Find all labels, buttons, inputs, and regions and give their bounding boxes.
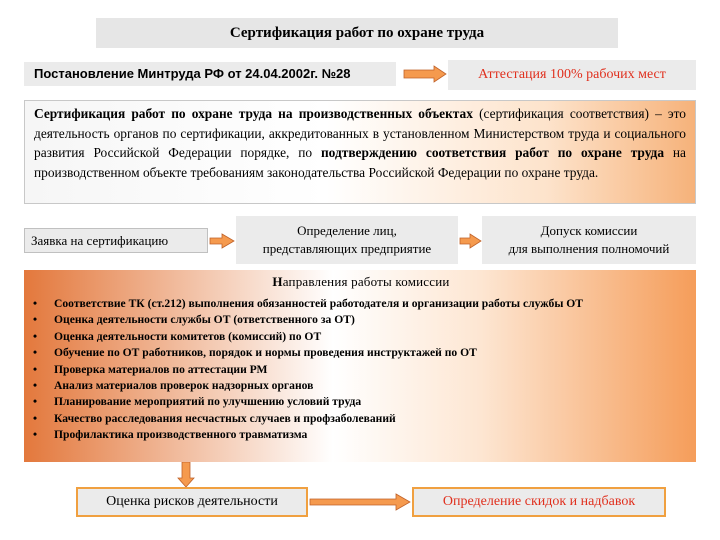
definition-block (24, 100, 696, 204)
persons-step-line2: представляющих предприятие (262, 241, 432, 256)
list-item: • Качество расследования несчастных случаев и профзаболеваний (32, 411, 690, 427)
arrow-directions-to-risk (178, 462, 194, 487)
arrow-risk-to-discounts (310, 494, 410, 510)
persons-step-line1: Определение лиц, (297, 223, 397, 238)
directions-block (24, 270, 696, 462)
admission-step-line1: Допуск комиссии (540, 223, 638, 238)
list-item: • Планирование мероприятий по улучшению условий труда (32, 394, 690, 410)
persons-step (236, 216, 458, 264)
definition-term: Сертификация работ по охране труда на производственных объектах (34, 106, 473, 121)
list-item: • Оценка деятельности комитетов (комиссий) по ОТ (32, 329, 690, 345)
directions-title-rest: аправления работы комиссии (282, 274, 450, 289)
list-item: • Соответствие ТК (ст.212) выполнения обязанностей работодателя и организации работы службы ОТ (32, 296, 690, 312)
arrow-application-to-persons (210, 234, 234, 248)
definition-text-1: (сертификация соответствия) – это деятельность органов по сертификации, аккредитованных в установленном Министерством труда и социального развития Российской Федерации порядке, по (34, 106, 686, 160)
list-item: • Оценка деятельности службы ОТ (ответственного за ОТ) (32, 312, 690, 328)
risk-assessment-box: Оценка рисков деятельности (76, 487, 308, 517)
directions-list (32, 296, 690, 444)
definition-text-2: на производственном объекте требованиям законодательства Российской Федерации по охране труда. (34, 145, 686, 180)
attestation-label: Аттестация 100% рабочих мест (448, 60, 696, 90)
decree-label: Постановление Минтруда РФ от 24.04.2002г. №28 (24, 62, 396, 86)
arrow-persons-to-admission (460, 234, 481, 248)
application-step: Заявка на сертификацию (24, 228, 208, 253)
admission-step-line2: для выполнения полномочий (508, 241, 670, 256)
list-item: • Обучение по ОТ работников, порядок и нормы проведения инструктажей по ОТ (32, 345, 690, 361)
directions-title (32, 274, 690, 290)
list-item: • Проверка материалов по аттестации РМ (32, 362, 690, 378)
definition-bold-2: подтверждению соответствия работ по охране труда (320, 145, 665, 160)
admission-step (482, 216, 696, 264)
discounts-box: Определение скидок и надбавок (412, 487, 666, 517)
directions-title-first: Н (272, 274, 283, 289)
list-item: • Анализ материалов проверок надзорных органов (32, 378, 690, 394)
page-title: Сертификация работ по охране труда (96, 18, 618, 48)
list-item: • Профилактика производственного травматизма (32, 427, 690, 443)
arrow-decree-to-attestation (404, 66, 446, 82)
